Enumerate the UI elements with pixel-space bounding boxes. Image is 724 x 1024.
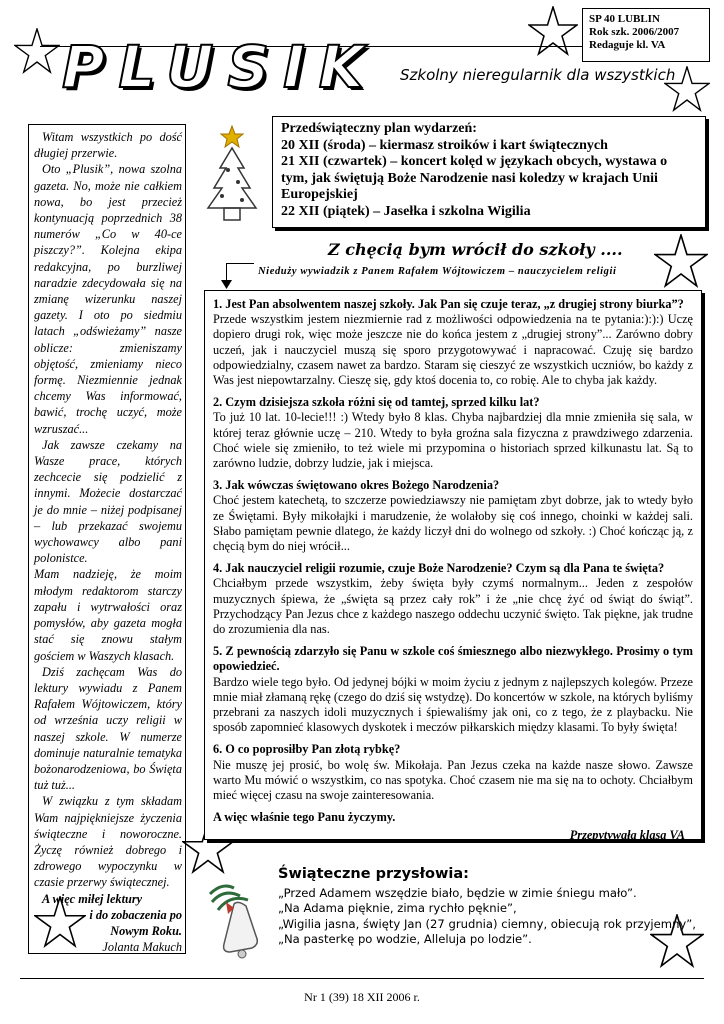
events-title: Przedświąteczny plan wydarzeń:	[281, 121, 477, 136]
interview-qa	[213, 561, 693, 637]
star-icon	[654, 234, 708, 288]
editorial-closing: A więc miłej lektury	[42, 891, 143, 906]
arrow-line	[226, 263, 254, 264]
event-item: 21 XII (czwartek) – koncert kolęd w językach obcych, wystawa o tym, jak świętują Boże Narodzenie nasi koledzy w krajach Unii Europejskiej	[281, 154, 668, 202]
editorial-paragraph: Mam nadzieję, że moim młodym redaktorom starczy zapału i wytrwałości oraz pomysłów, aby gazeta mogła stać się znowu stałym gościem w Waszych klasach.	[34, 567, 182, 663]
proverbs-list	[278, 886, 696, 948]
event-item: 20 XII (środa) – kiermasz stroików i kart świątecznych	[281, 137, 608, 153]
interview-question: 2. Czym dzisiejsza szkoła różni się od tamtej, sprzed kilku lat?	[213, 395, 540, 410]
editorial-closing: i do zobaczenia po	[89, 907, 182, 922]
event-item: 22 XII (piątek) – Jasełka i szkolna Wigilia	[281, 203, 531, 219]
editorial-paragraph: Jak zawsze czekamy na Wasze prace, których zechcecie się podzielić z innymi. Możecie dostarczać je do mnie – niżej podpisanej – lub przekazać swojemu wychowawcy albo pani polonistce.	[34, 437, 182, 566]
christmas-tree-icon	[200, 122, 264, 226]
school-name: SP 40 LUBLIN	[589, 13, 660, 25]
editorial-column	[28, 124, 186, 954]
editors: Redaguje kl. VA	[589, 39, 666, 51]
newspaper-logo: PLUSIK	[62, 33, 378, 101]
interview-answer: Chciałbym przede wszystkim, żeby święta były czymś normalnym... Jeden z zespołów muzycznych śpiewa, że „święta są przez cały rok” i że „nie chcę żyć od świąt do świąt”. Przychodzący Pan Jezus chce z każdego naszego oddechu uczynić święto. Tak piękne, jak trudne do zrozumienia dla nas.	[213, 576, 693, 637]
interview-answer: Nie muszę jej prosić, bo wolę św. Mikołaja. Pan Jezus czeka na każde nasze słowo. Zawsze warto Mu mówić o wszystkim, co nas spotyka. Choć czasem nie ma się na to ochoty. Chciałbym mieć więcej czasu na swoje zainteresowania.	[213, 757, 693, 803]
footer-rule	[20, 978, 704, 979]
interview-question: 4. Jak nauczyciel religii rozumie, czuje Boże Narodzenie? Czym są dla Pana te święta?	[213, 561, 665, 576]
interview-question: 6. O co poprosiłby Pan złotą rybkę?	[213, 742, 401, 757]
school-year: Rok szk. 2006/2007	[589, 26, 680, 38]
interview-qa	[213, 478, 693, 554]
events-box	[272, 116, 706, 228]
proverb-item: „Na pasterkę po wodzie, Alleluja po lodzie”.	[278, 932, 532, 947]
interview-qa	[213, 395, 693, 471]
interview-answer: Bardzo wiele tego było. Od jedynej bójki w moim życiu z jednym z najlepszych kolegów. Przeze mnie miał złamaną rękę (czego do dziś się wstydzę). Do koncertów w szkole, na których byliśmy przebrani za naszych idoli muzycznych i śpiewaliśmy jak oni, co z tego, że z playbacku. Nie sposób zapomnieć klasowych dyskotek i meczów piłkarskich między klasami. To były święta!	[213, 674, 693, 735]
interview-answer: To już 10 lat. 10-lecie!!! :) Wtedy było 8 klas. Chyba najbardziej dla mnie zmieniła się sala, w której teraz głównie uczę – 210. Wtedy to była groźna sala fizyczna z prawdziwego zdarzenia. Choć wiele się zmieniło, to też wiele mi przypomina o historiach sprzed kilkunastu lat. Są to zarówno ludzie, dobrzy ludzie, jak i miejsca.	[213, 410, 693, 471]
editorial-paragraph: Witam wszystkich po dość długiej przerwie.	[34, 130, 182, 161]
newspaper-subtitle: Szkolny nieregularnik dla wszystkich	[400, 66, 676, 84]
interview-closing: A więc właśnie tego Panu życzymy.	[213, 810, 396, 825]
interview-question: 3. Jak wówczas świętowano okres Bożego Narodzenia?	[213, 478, 500, 493]
arrow-down-icon	[221, 280, 232, 289]
proverb-item: „Na Adama pięknie, zima rychło pęknie”,	[278, 901, 517, 916]
interview-qa	[213, 644, 693, 735]
interview-answer: Choć jestem katechetą, to szczerze powiedziawszy nie pamiętam zbyt dobrze, jak to wtedy było ze Świętami. Były mikołajki i marudzenie, że wolałoby się coś innego, choinki w każdej sali. Słabo pamiętam pewnie dlatego, że każdy liczył dni do wolnego od szkoły. :) Choć kończąc ją, z chęcią bym do niej wrócił...	[213, 493, 693, 554]
interview-subtitle: Nieduży wywiadzik z Panem Rafałem Wójtowiczem – nauczycielem religii	[258, 266, 617, 277]
editorial-signature: Jolanta Makuch	[102, 940, 182, 955]
proverb-item: „Przed Adamem wszędzie biało, będzie w zimie śniegu mało”.	[278, 886, 637, 900]
editorial-paragraph: Oto „Plusik”, nowa szolna gazeta. No, może nie całkiem nowa, bo jest przecież kontynuacją poprzednich 38 numerów „Co w 40-ce piszczy?”. Kolejna ekipa redakcyjna, po burzliwej naradzie zdecydowała się na zmianę wizerunku naszej gazety. I oto po siedmiu latach „odświeżamy” nasze oblicze: zmieniszamy objętość, zmieniamy nieco formę. Niezmiennie jednak chcemy Was informować, bawić, trochę uczyć, może wzruszać...	[34, 162, 182, 436]
interview-answer: Przede wszystkim jestem niezmiernie rad z możliwości odpowiedzenia na te pytania:):):) Uczę dopiero drugi rok, więc może jeszcze nie do końca jestem z „drugiej strony”... Zarówno dobry uczeń, jak i nauczyciel muszą się sporo przygotowywać i napracować. Czuję się bardzo odpowiedzialny, czasem nawet za bardzo. Staram się cieszyć ze wszystkich uczniów, bo każdy z Was jest niepowtarzalny. Cieszę się, gdy ktoś docenia to, co robię. Ale to chyba jak każdy.	[213, 312, 693, 388]
star-icon	[528, 6, 578, 56]
editorial-paragraph: Dziś zachęcam Was do lektury wywiadu z Panem Rafałem Wójtowiczem, który od września uczy religii w naszej szkole. W numerze dominuje naturalnie tematyka bożonarodzeniowa, bo Święta tuż tuż...	[34, 664, 182, 793]
interview-question: 5. Z pewnością zdarzyło się Panu w szkole coś śmiesznego albo niezwykłego. Prosimy o tym opowiedzieć.	[213, 644, 693, 674]
proverbs-title: Świąteczne przysłowia:	[278, 866, 469, 882]
interview-qa	[213, 742, 693, 803]
issue-number: Nr 1 (39) 18 XII 2006 r.	[304, 990, 420, 1004]
school-info-box	[582, 8, 710, 62]
proverb-item: „Wigilia jasna, święty Jan (27 grudnia) ciemny, obiecują rok przyjemny”,	[278, 916, 696, 931]
christmas-bell-icon	[204, 880, 274, 962]
editorial-paragraph: W związku z tym składam Wam najpiękniejsze życzenia świąteczne i noworoczne. Życzę również dobrego i zdrowego wypoczynku w czasie przerwy świątecznej.	[34, 794, 182, 890]
interview-box	[204, 290, 702, 840]
star-icon	[14, 28, 60, 74]
editorial-closing: Nowym Roku.	[110, 923, 182, 938]
interview-title: Z chęcią bym wrócił do szkoły ....	[328, 240, 623, 259]
interview-question: 1. Jest Pan absolwentem naszej szkoły. Jak Pan się czuje teraz, „z drugiej strony biurka”?	[213, 297, 684, 311]
interview-qa	[213, 297, 693, 388]
interview-signature: Przepytywała klasa VA	[569, 827, 685, 842]
